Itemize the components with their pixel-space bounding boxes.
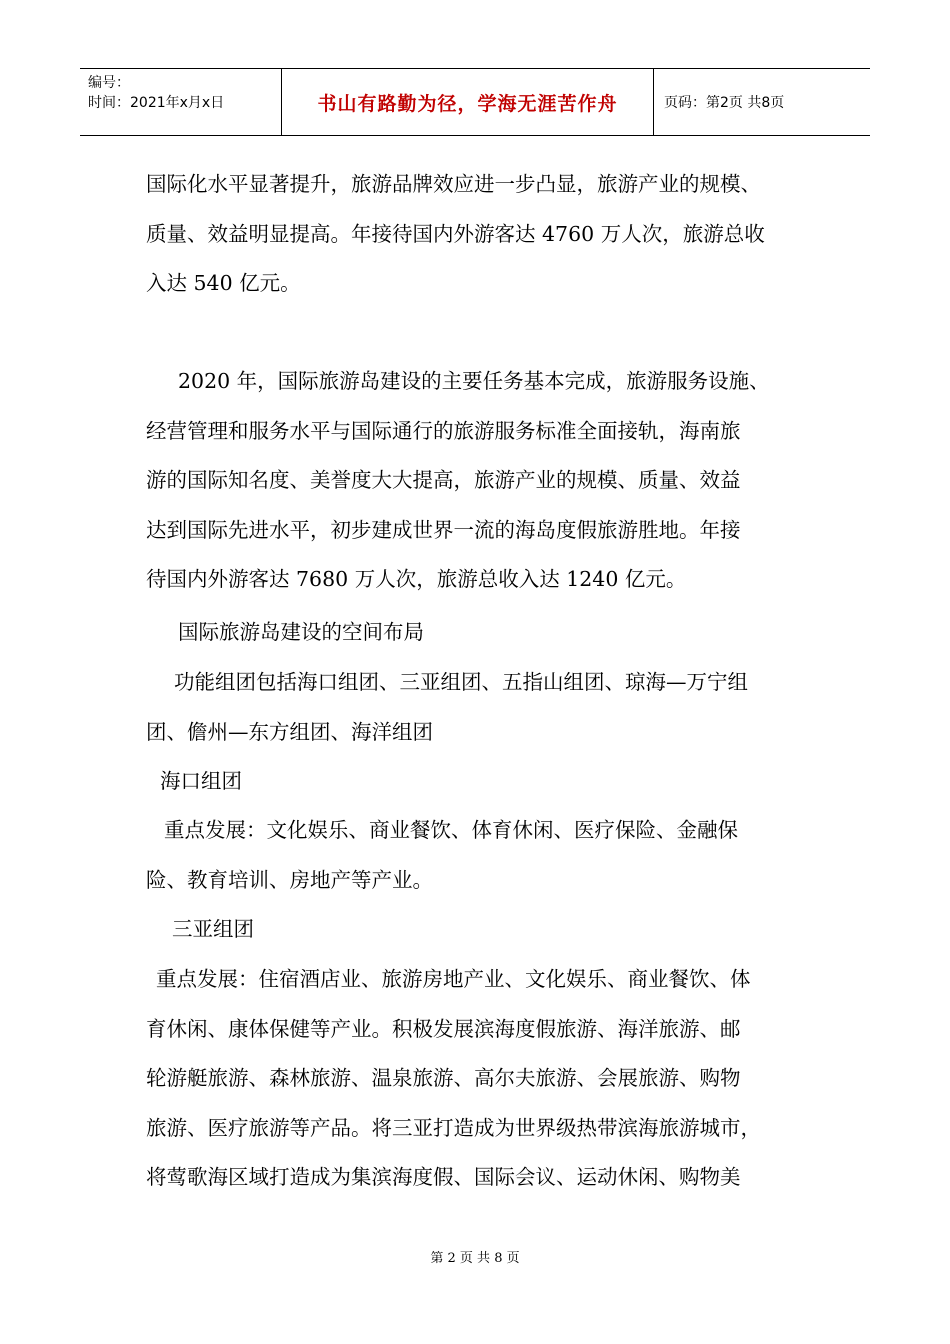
- text-line: 经营管理和服务水平与国际通行的旅游服务标准全面接轨，海南旅: [146, 418, 741, 443]
- header-motto: 书山有路勤为径，学海无涯苦作舟: [317, 92, 618, 115]
- text-line: 团、儋州—东方组团、海洋组团: [146, 719, 433, 744]
- header-page-cell: [654, 69, 870, 135]
- header-page-info: 页码：第2页 共8页: [664, 95, 785, 111]
- text-line: 功能组团包括海口组团、三亚组团、五指山组团、琼海—万宁组: [174, 670, 748, 694]
- heading-text: 海口组团: [160, 769, 242, 793]
- page-footer: 第 2 页 共 8 页: [430, 1251, 520, 1266]
- text-line: 重点发展：住宿酒店业、旅游房地产业、文化娱乐、商业餐饮、体: [156, 967, 751, 991]
- text-line: 将莺歌海区域打造成为集滨海度假、国际会议、运动休闲、购物美: [146, 1165, 741, 1189]
- text-line: 达到国际先进水平，初步建成世界一流的海岛度假旅游胜地。年接: [146, 517, 741, 542]
- document-header: [80, 68, 870, 136]
- text-line: 质量、效益明显提高。年接待国内外游客达 4760 万人次，旅游总收: [146, 221, 765, 246]
- text-line: 轮游艇旅游、森林旅游、温泉旅游、高尔夫旅游、会展旅游、购物: [146, 1066, 741, 1090]
- text-line: 2020 年，国际旅游岛建设的主要任务基本完成，旅游服务设施、: [178, 369, 770, 393]
- heading-text: 三亚组团: [172, 917, 254, 941]
- text-line: 险、教育培训、房地产等产业。: [146, 867, 433, 892]
- text-line: 入达 540 亿元。: [146, 271, 301, 295]
- paragraph-intro: [146, 160, 826, 309]
- text-line: 重点发展：文化娱乐、商业餐饮、体育休闲、医疗保险、金融保: [164, 818, 738, 842]
- paragraph-function-groups: [146, 658, 826, 757]
- document-time-label: 时间：2021年x月x日: [88, 95, 225, 111]
- text-line: 游的国际知名度、美誉度大大提高，旅游产业的规模、质量、效益: [146, 468, 741, 492]
- heading-haikou: [146, 757, 826, 807]
- header-meta-cell: [80, 69, 282, 135]
- heading-spatial-layout: [146, 608, 826, 658]
- paragraph-sanya: [146, 955, 826, 1203]
- paragraph-haikou: [146, 806, 826, 905]
- text-line: 育休闲、康体保健等产业。积极发展滨海度假旅游、海洋旅游、邮: [146, 1016, 741, 1041]
- document-number-label: 编号：: [88, 75, 130, 91]
- header-motto-cell: [282, 69, 654, 135]
- heading-sanya: [146, 905, 826, 955]
- heading-text: 国际旅游岛建设的空间布局: [178, 620, 424, 644]
- paragraph-2020-goals: [146, 357, 826, 605]
- text-line: 待国内外游客达 7680 万人次，旅游总收入达 1240 亿元。: [146, 567, 687, 591]
- text-line: 旅游、医疗旅游等产品。将三亚打造成为世界级热带滨海旅游城市，: [146, 1115, 761, 1140]
- text-line: 国际化水平显著提升，旅游品牌效应进一步凸显，旅游产业的规模、: [146, 172, 761, 196]
